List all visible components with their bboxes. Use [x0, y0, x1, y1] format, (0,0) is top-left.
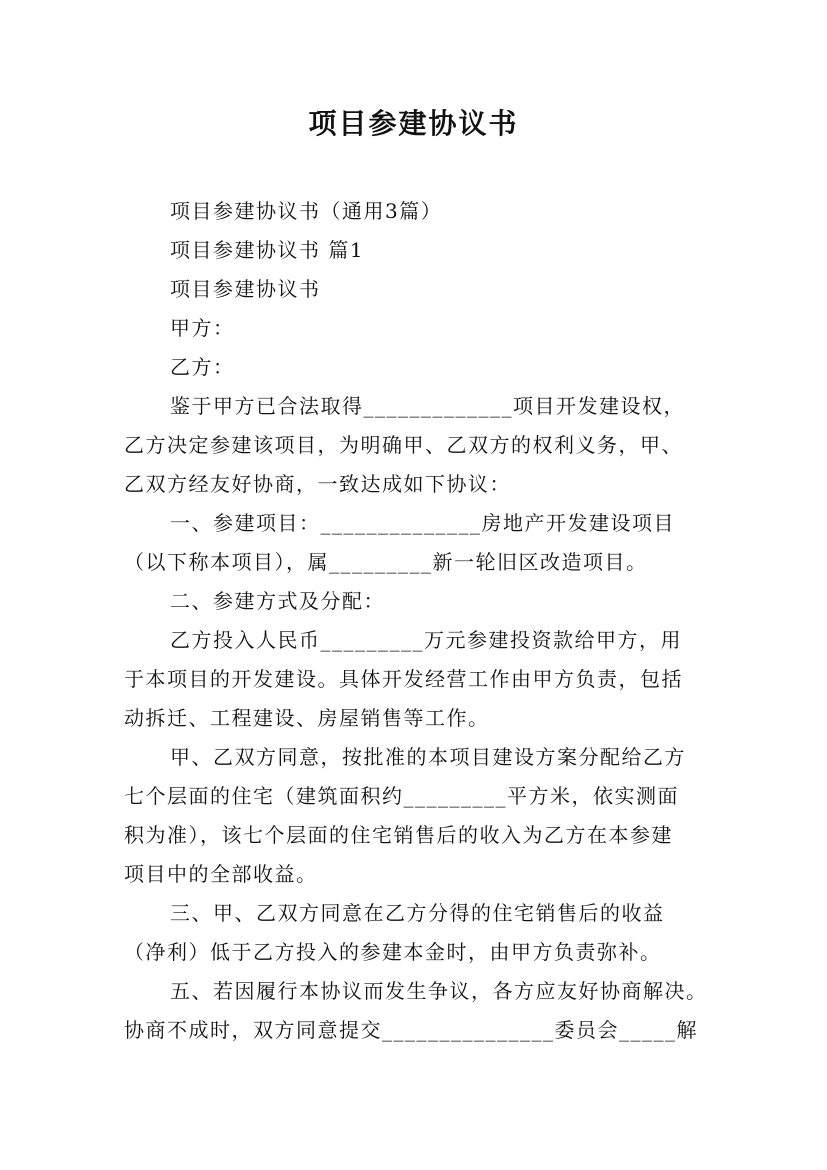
party-b-line: 乙方： — [170, 355, 235, 379]
clause-one-line: （以下称本项目），属_________新一轮旧区改造项目。 — [124, 550, 648, 574]
clause-five-line: 五、若因履行本协议而发生争议，各方应友好协商解决。 — [170, 979, 708, 1003]
paragraph-line: 乙方投入人民币_________万元参建投资款给甲方，用 — [170, 628, 682, 652]
clause-one-line: 一、参建项目：______________房地产开发建设项目 — [170, 511, 675, 535]
paragraph-line: 积为准），该七个层面的住宅销售后的收入为乙方在本参建 — [124, 823, 673, 847]
clause-three-line: （净利）低于乙方投入的参建本金时，由甲方负责弥补。 — [124, 940, 662, 964]
doc-agreement-heading: 项目参建协议书 — [170, 277, 321, 301]
clause-three-line: 三、甲、乙双方同意在乙方分得的住宅销售后的收益 — [170, 901, 665, 925]
paragraph-line: 于本项目的开发建设。具体开发经营工作由甲方负责，包括 — [124, 667, 683, 691]
paragraph-line: 乙方决定参建该项目，为明确甲、乙双方的权利义务，甲、 — [124, 433, 683, 457]
paragraph-line: 乙双方经友好协商，一致达成如下协议： — [124, 472, 511, 496]
paragraph-line: 甲、乙双方同意，按批准的本项目建设方案分配给乙方 — [170, 745, 686, 769]
doc-part-heading: 项目参建协议书 篇1 — [170, 238, 365, 262]
party-a-line: 甲方： — [170, 316, 235, 340]
clause-two-heading: 二、参建方式及分配： — [170, 589, 385, 613]
paragraph-line: 鉴于甲方已合法取得_____________项目开发建设权， — [170, 394, 685, 418]
paragraph-line: 七个层面的住宅（建筑面积约_________平方米，依实测面 — [124, 784, 679, 808]
paragraph-line: 动拆迁、工程建设、房屋销售等工作。 — [124, 706, 490, 730]
paragraph-line: 项目中的全部收益。 — [124, 862, 318, 886]
doc-subtitle: 项目参建协议书（通用3篇） — [170, 199, 443, 223]
document-title: 项目参建协议书 — [308, 107, 519, 140]
clause-five-line: 协商不成时，双方同意提交_______________委员会_____解 — [124, 1018, 698, 1042]
